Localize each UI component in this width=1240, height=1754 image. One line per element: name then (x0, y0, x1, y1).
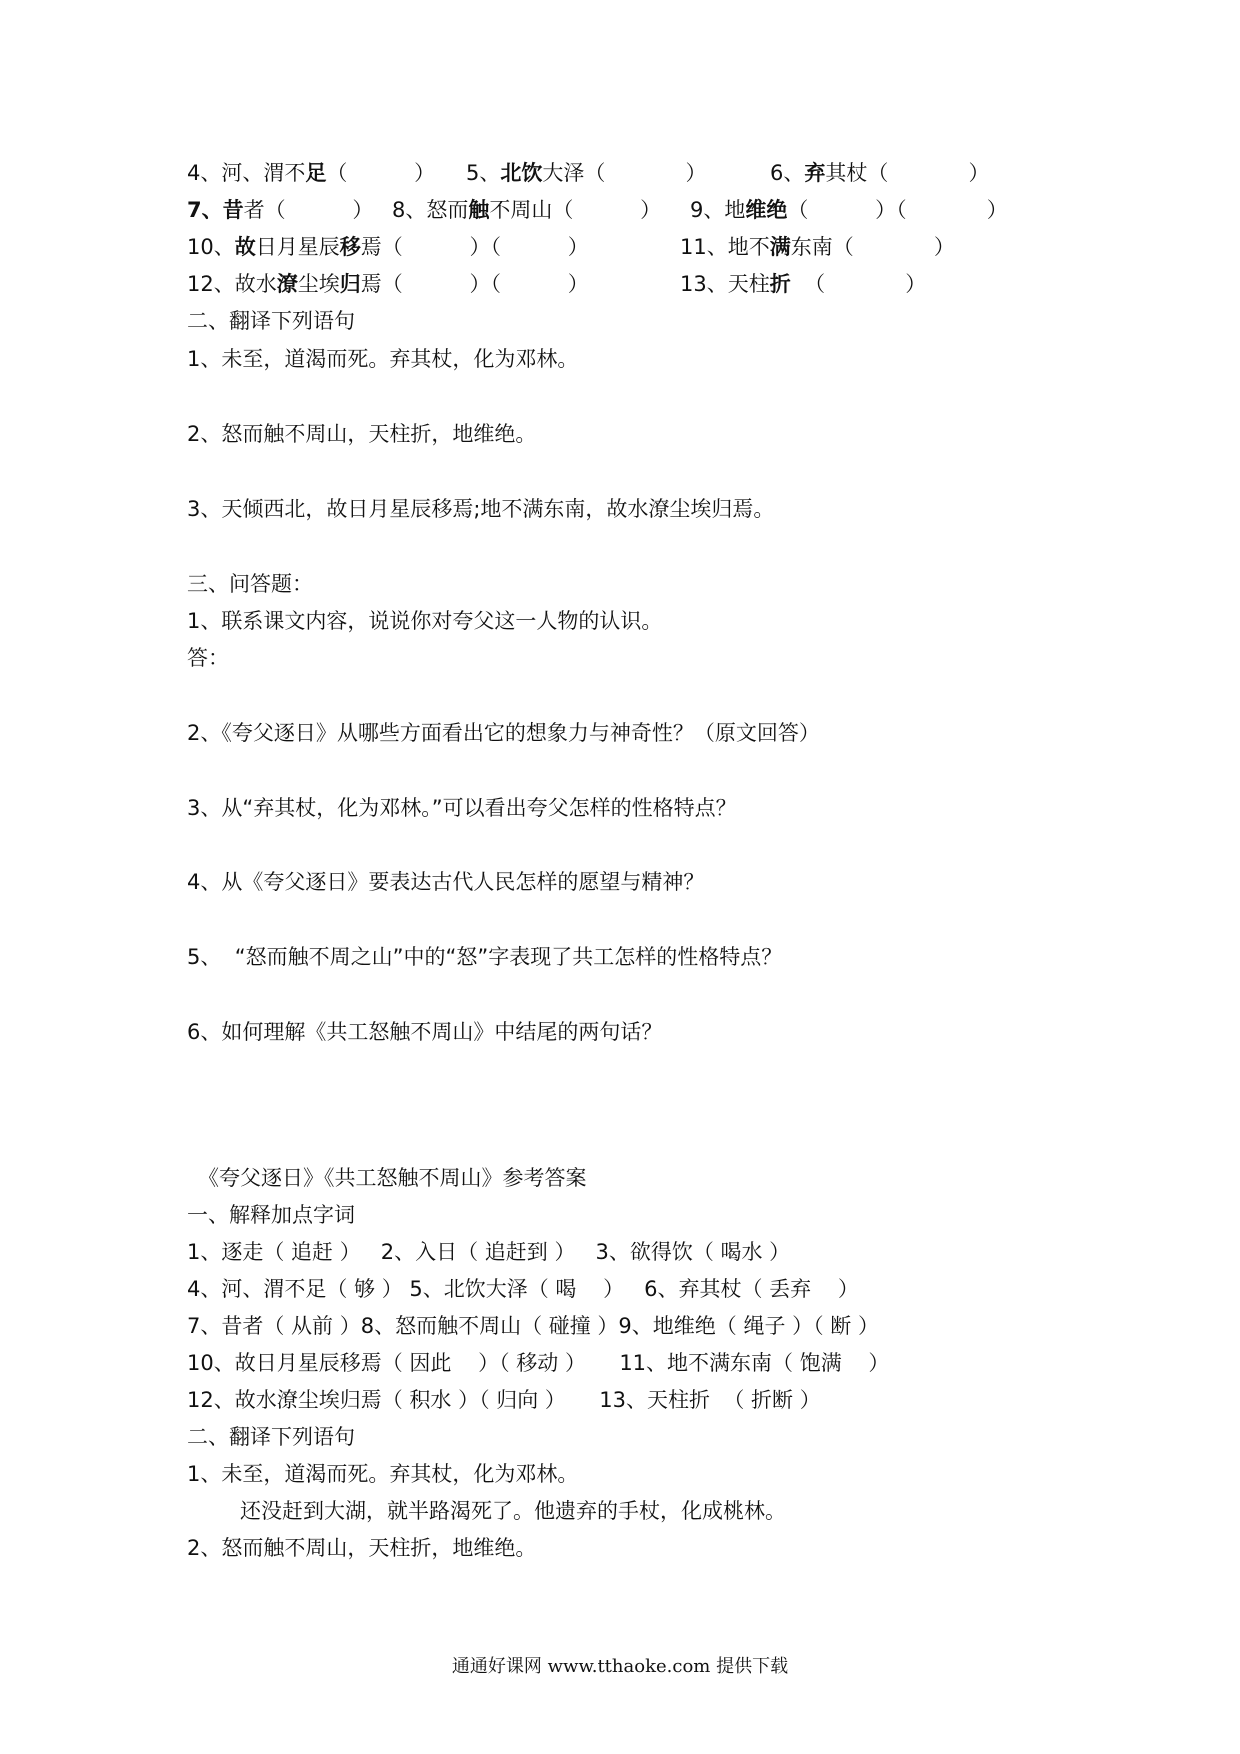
answer-row-5: 12、故水潦尘埃归焉（ 积水 ）（ 归向 ） 13、天柱折 （ 折断 ） (187, 1388, 821, 1412)
vocab-item-11: 11、地不满东南（ ） (680, 235, 955, 259)
vocab-item-6: 6、弃其杖（ ） (770, 161, 990, 185)
qa-question-1: 1、联系课文内容，说说你对夸父这一人物的认识。 (187, 609, 663, 633)
vocab-item-8: 8、怒而触不周山（ ） (392, 198, 662, 222)
footer-credit: 通通好课网 www.tthaoke.com 提供下载 (451, 1656, 789, 1677)
vocab-item-7: 7、昔者（ ） (187, 198, 374, 222)
answer-translate-question-2: 2、怒而触不周山，天柱折，地维绝。 (187, 1536, 537, 1560)
vocab-item-5: 5、北饮大泽（ ） (466, 161, 707, 185)
answers-title: 《夸父逐日》《共工怒触不周山》参考答案 (198, 1166, 587, 1190)
answer-label: 答： (187, 646, 229, 670)
qa-question-2: 2、《夸父逐日》从哪些方面看出它的想象力与神奇性？（原文回答） (187, 721, 820, 745)
answer-row-2: 4、河、渭不足（ 够 ） 5、北饮大泽（ 喝 ） 6、弃其杖（ 丢弃 ） (187, 1277, 859, 1301)
answer-translate-text-1: 还没赶到大湖，就半路渴死了。他遗弃的手杖，化成桃林。 (240, 1499, 786, 1523)
qa-question-6: 6、如何理解《共工怒触不周山》中结尾的两句话？ (187, 1020, 663, 1044)
vocab-item-10: 10、故日月星辰移焉（ ）（ ） (187, 235, 589, 259)
section-heading-translate: 二、翻译下列语句 (187, 309, 355, 333)
answer-translate-question-1: 1、未至，道渴而死。弃其杖，化为邓林。 (187, 1462, 579, 1486)
section-heading-qa: 三、问答题： (187, 572, 313, 596)
vocab-item-13: 13、天柱折 （ ） (680, 272, 927, 296)
answers-heading-vocab: 一、解释加点字词 (187, 1203, 355, 1227)
vocab-row-4-6 (187, 158, 435, 188)
vocab-item-12: 12、故水潦尘埃归焉（ ）（ ） (187, 272, 589, 296)
translate-question-2: 2、怒而触不周山，天柱折，地维绝。 (187, 422, 537, 446)
vocab-item-4: 4、河、渭不足（ ） (187, 161, 436, 185)
qa-question-5: 5、 “怒而触不周之山”中的“怒”字表现了共工怎样的性格特点？ (187, 945, 783, 969)
qa-question-4: 4、从《夸父逐日》要表达古代人民怎样的愿望与精神？ (187, 870, 705, 894)
answer-row-1: 1、逐走（ 追赶 ） 2、入日（ 追赶到 ） 3、欲得饮（ 喝水 ） (187, 1240, 791, 1264)
answer-row-4: 10、故日月星辰移焉（ 因此 ）（ 移动 ） 11、地不满东南（ 饱满 ） (187, 1351, 890, 1375)
translate-question-1: 1、未至，道渴而死。弃其杖，化为邓林。 (187, 347, 579, 371)
qa-question-3: 3、从“弃其杖，化为邓林。”可以看出夸父怎样的性格特点？ (187, 796, 737, 820)
answers-heading-translate: 二、翻译下列语句 (187, 1425, 355, 1449)
vocab-item-9: 9、地维绝（ ）（ ） (690, 198, 1008, 222)
answer-row-3: 7、昔者（ 从前 ）8、怒而触不周山（ 碰撞 ）9、地维绝（ 绳子 ）（ 断 ） (187, 1314, 879, 1338)
translate-question-3: 3、天倾西北，故日月星辰移焉;地不满东南，故水潦尘埃归焉。 (187, 497, 775, 521)
